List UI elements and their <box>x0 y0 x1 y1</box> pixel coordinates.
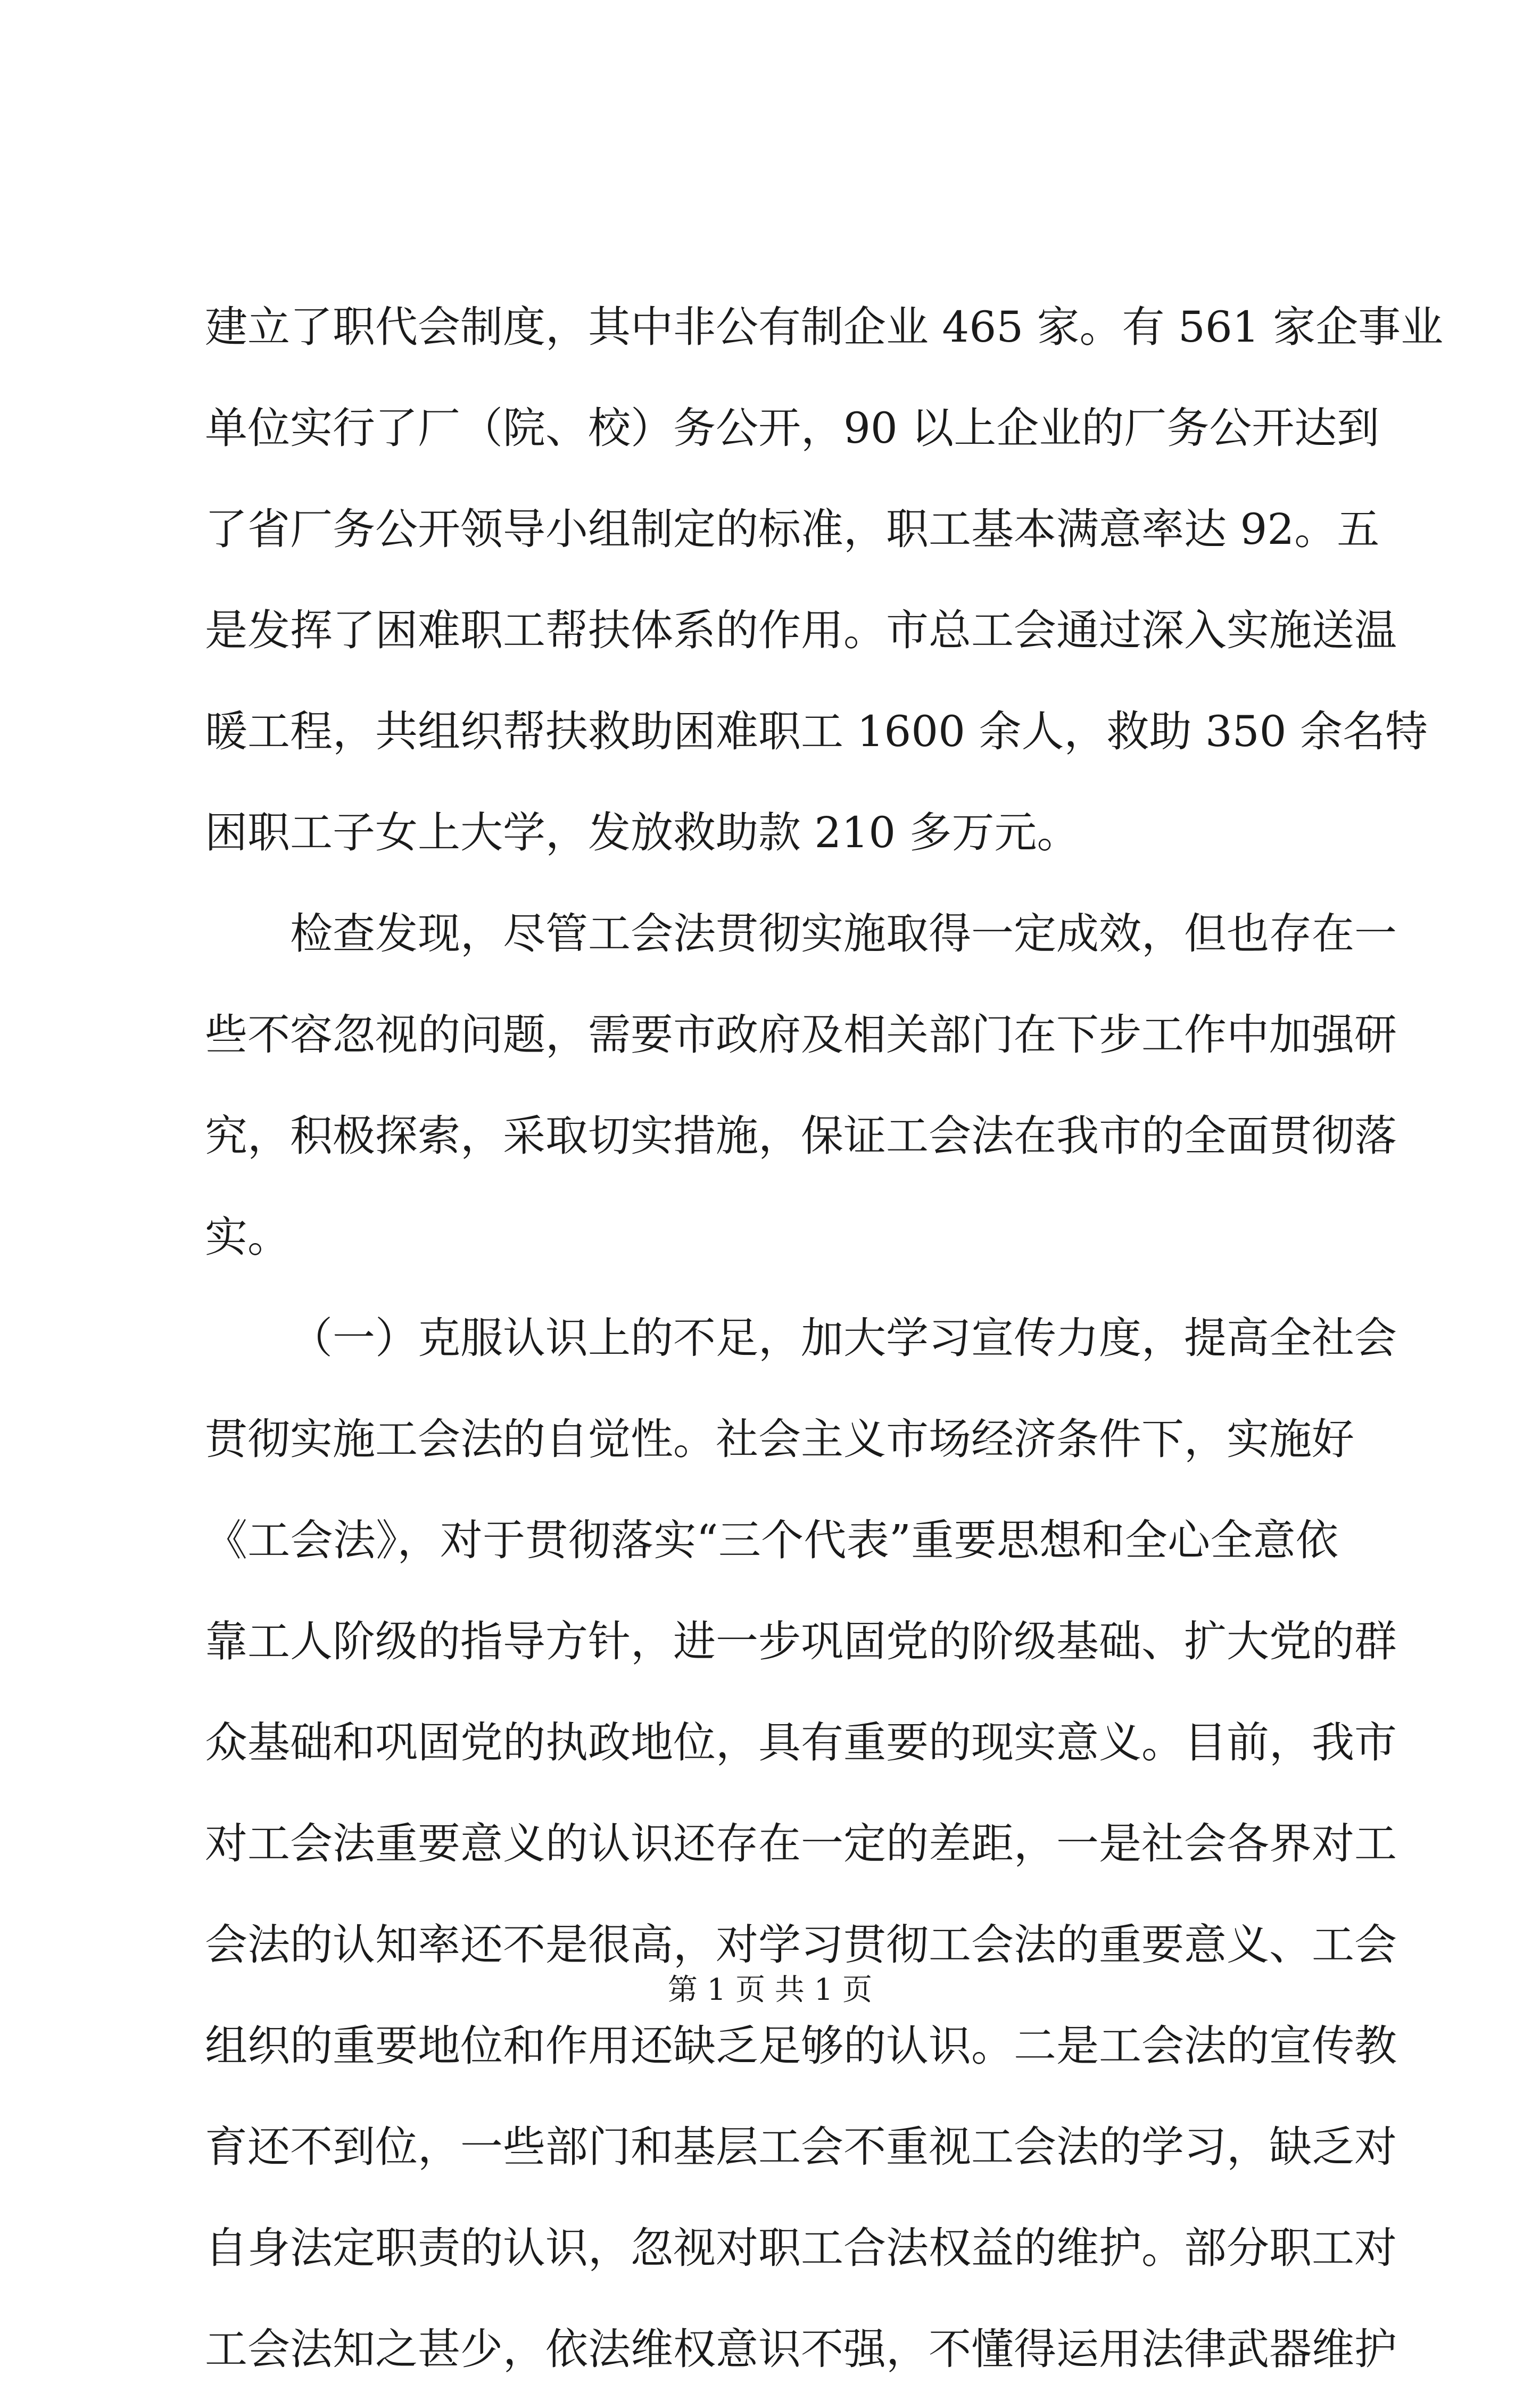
text-line: 些不容忽视的问题，需要市政府及相关部门在下步工作中加强研 <box>205 1010 1397 1060</box>
text-line: 建立了职代会制度，其中非公有制企业 465 家。有 561 家企事业 <box>205 302 1444 352</box>
text-line: 贯彻实施工会法的自觉性。社会主义市场经济条件下，实施好 <box>205 1414 1354 1464</box>
text-line: 会法的认知率还不是很高，对学习贯彻工会法的重要意义、工会 <box>205 1920 1397 1969</box>
text-line: 工会法知之甚少，依法维权意识不强，不懂得运用法律武器维护 <box>205 2324 1397 2374</box>
text-line: 了省厂务公开领导小组制定的标准，职工基本满意率达 92。五 <box>205 504 1380 554</box>
text-line: 自身法定职责的认识，忽视对职工合法权益的维护。部分职工对 <box>205 2223 1397 2273</box>
text-line: 众基础和巩固党的执政地位，具有重要的现实意义。目前，我市 <box>205 1718 1397 1767</box>
text-line: 《工会法》，对于贯彻落实“三个代表”重要思想和全心全意依 <box>205 1516 1338 1565</box>
document-body <box>205 277 1444 2400</box>
text-line: 实。 <box>205 1212 290 1262</box>
text-line: 单位实行了厂（院、校）务公开，90 以上企业的厂务公开达到 <box>205 403 1380 453</box>
text-line: 育还不到位，一些部门和基层工会不重视工会法的学习，缺乏对 <box>205 2122 1397 2172</box>
text-line: 是发挥了困难职工帮扶体系的作用。市总工会通过深入实施送温 <box>205 606 1397 655</box>
text-line: 暖工程，共组织帮扶救助困难职工 1600 余人，救助 350 余名特 <box>205 707 1428 756</box>
text-line: 对工会法重要意义的认识还存在一定的差距，一是社会各界对工 <box>205 1819 1397 1868</box>
text-line: 检查发现，尽管工会法贯彻实施取得一定成效，但也存在一 <box>290 909 1397 958</box>
page-footer: 第 1 页 共 1 页 <box>667 1973 873 2007</box>
text-line: 组织的重要地位和作用还缺乏足够的认识。二是工会法的宣传教 <box>205 2021 1397 2071</box>
text-line: 靠工人阶级的指导方针，进一步巩固党的阶级基础、扩大党的群 <box>205 1617 1397 1666</box>
text-line: 困职工子女上大学，发放救助款 210 多万元。 <box>205 808 1080 857</box>
text-line: 究，积极探索，采取切实措施，保证工会法在我市的全面贯彻落 <box>205 1111 1397 1161</box>
text-line: （一）克服认识上的不足，加大学习宣传力度，提高全社会 <box>290 1313 1397 1363</box>
